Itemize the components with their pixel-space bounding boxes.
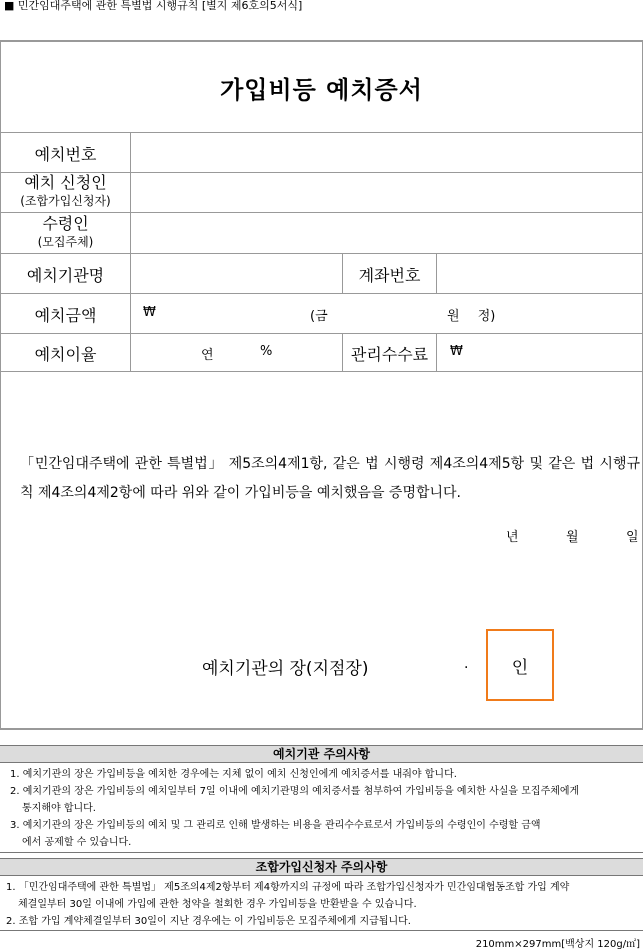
signer-dot: . bbox=[464, 656, 469, 672]
form-reference-note: ■ 민간임대주택에 관한 특별법 시행규칙 [별지 제6호의5서식] bbox=[4, 0, 303, 12]
label-management-fee: 관리수수료 bbox=[350, 345, 429, 364]
certification-statement: 「민간임대주택에 관한 특별법」 제5조의4제1항, 같은 법 시행령 제4조의4제5항 및 같은 법 시행규칙 제4조의4제2항에 따라 위와 같이 가입비등을 예치했음을 증명합니다. bbox=[20, 456, 640, 501]
account-number-value[interactable] bbox=[437, 254, 642, 293]
notice-applicant-item: 1. 「민간임대주택에 관한 특별법」 제5조의4제2항부터 제4항까지의 규정에 따라 조합가입신청자가 민간임대협동조합 가입 계약 bbox=[6, 882, 570, 893]
notice-institution-title: 예치기관 주의사항 bbox=[0, 745, 643, 763]
label-deposit-number: 예치번호 bbox=[34, 145, 97, 164]
institution-value[interactable] bbox=[131, 254, 342, 293]
grid-line bbox=[436, 333, 437, 371]
paper-spec: 210mm×297mm[백상지 120g/㎡] bbox=[475, 939, 640, 949]
notice-divider bbox=[0, 852, 643, 853]
recipient-value[interactable] bbox=[131, 213, 642, 253]
interest-year-label: 연 bbox=[201, 348, 214, 363]
amount-korean-open: (금 bbox=[310, 309, 328, 324]
notice-institution-item: 에서 공제할 수 있습니다. bbox=[22, 837, 132, 848]
notice-institution-item: 1. 예치기관의 장은 가입비등을 예치한 경우에는 지체 없이 예치 신청인에게 예치증서를 내줘야 합니다. bbox=[10, 769, 457, 780]
grid-line bbox=[1, 333, 642, 334]
date-day-label: 일 bbox=[626, 530, 639, 545]
deposit-number-value[interactable] bbox=[131, 133, 642, 172]
seal-box[interactable] bbox=[486, 629, 554, 701]
amount-korean-close: 원 정) bbox=[447, 309, 496, 324]
interest-percent-label: % bbox=[260, 344, 273, 359]
label-recipient-main: 수령인 bbox=[42, 214, 89, 233]
label-recipient bbox=[1, 215, 130, 251]
label-applicant-sub: (조합가입신청자) bbox=[20, 194, 111, 208]
label-recipient-sub: (모집주체) bbox=[37, 235, 94, 249]
grid-line bbox=[1, 371, 642, 372]
signer-title: 예치기관의 장(지점장) bbox=[202, 659, 369, 679]
notice-divider bbox=[0, 930, 643, 931]
notice-institution-item: 2. 예치기관의 장은 가입비등의 예치일부터 7일 이내에 예치기관명의 예치증서를 첨부하여 가입비등을 예치한 사실을 모집주체에게 bbox=[10, 786, 580, 797]
page-title: 가입비등 예치증서 bbox=[220, 76, 423, 104]
amount-won-symbol: ₩ bbox=[143, 305, 156, 320]
notice-applicant-item: 2. 조합 가입 계약체결일부터 30일이 지난 경우에는 이 가입비등은 모집주체에게 지급됩니다. bbox=[6, 916, 411, 927]
notice-applicant-title: 조합가입신청자 주의사항 bbox=[0, 858, 643, 876]
label-interest-rate: 예치이율 bbox=[34, 345, 97, 364]
label-applicant bbox=[1, 174, 130, 210]
label-applicant-main: 예치 신청인 bbox=[24, 173, 107, 192]
label-institution: 예치기관명 bbox=[26, 266, 105, 285]
notice-institution-item: 통지해야 합니다. bbox=[22, 803, 96, 814]
grid-line bbox=[1, 293, 642, 294]
fee-won-symbol: ₩ bbox=[450, 344, 463, 359]
date-month-label: 월 bbox=[566, 530, 579, 545]
seal-label: 인 bbox=[511, 658, 529, 678]
applicant-value[interactable] bbox=[131, 173, 642, 212]
date-year-label: 년 bbox=[506, 530, 519, 545]
notice-applicant-item: 체결일부터 30일 이내에 가입에 관한 청약을 철회한 경우 가입비등을 반환받을 수 있습니다. bbox=[18, 899, 417, 910]
notice-institution-item: 3. 예치기관의 장은 가입비등의 예치 및 그 관리로 인해 발생하는 비용을 관리수수료로서 가입비등의 수령인이 수령할 금액 bbox=[10, 820, 541, 831]
label-account-number: 계좌번호 bbox=[358, 266, 421, 285]
label-amount: 예치금액 bbox=[34, 306, 97, 325]
